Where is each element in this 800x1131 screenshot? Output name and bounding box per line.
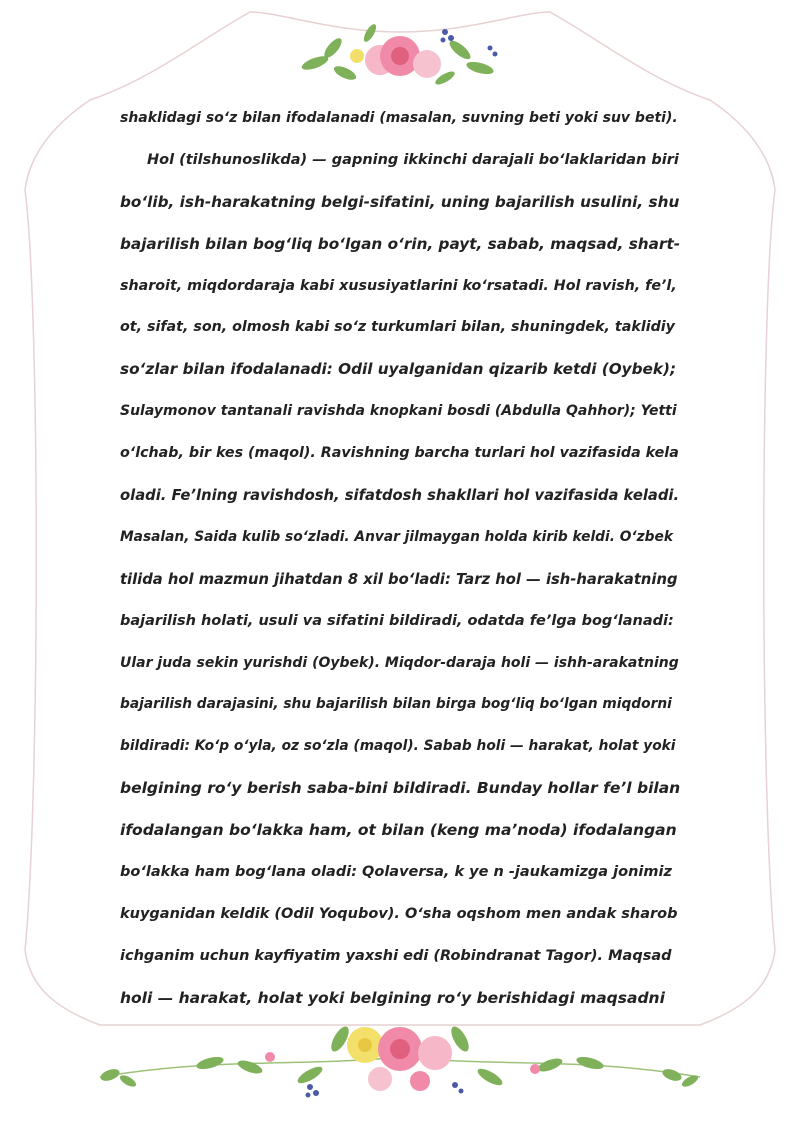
text-line: kuyganidan keldik (Odil Yoqubov). Oʻsha oqshom men andak sharob	[120, 905, 678, 922]
text-line: ifodalangan boʻlakka ham, ot bilan (keng maʼnoda) ifodalangan	[120, 821, 677, 840]
text-line: shaklidagi soʻz bilan ifodalanadi (masalan, suvning beti yoki suv beti).	[120, 110, 678, 126]
text-line: oʻlchab, bir kes (maqol). Ravishning barcha turlari hol vazifasida kela	[120, 445, 679, 462]
text-line: Sulaymonov tantanali ravishda knopkani bosdi (Abdulla Qahhor); Yetti	[120, 403, 677, 420]
floral-garland-bottom-icon	[80, 1005, 720, 1120]
text-line: boʻlib, ish-harakatning belgi-sifatini, uning bajarilish usulini, shu	[120, 192, 680, 211]
text-line: ichganim uchun kayfiyatim yaxshi edi (Robindranat Tagor). Maqsad	[120, 947, 672, 964]
text-line: soʻzlar bilan ifodalanadi: Odil uyalganidan qizarib ketdi (Oybek);	[120, 360, 677, 379]
text-line: tilida hol mazmun jihatdan 8 xil boʻladi: Tarz hol — ish-harakatning	[120, 570, 678, 588]
text-line: bildiradi: Koʻp oʻyla, oz soʻzla (maqol). Sabab holi — harakat, holat yoki	[120, 738, 676, 755]
text-line: Masalan, Saida kulib soʻzladi. Anvar jilmaygan holda kirib keldi. Oʻzbek	[120, 528, 673, 545]
text-line: ot, sifat, son, olmosh kabi soʻz turkumlari bilan, shuningdek, taklidiy	[120, 319, 675, 336]
text-line: bajarilish bilan bogʻliq boʻlgan oʻrin, payt, sabab, maqsad, shart-	[120, 234, 681, 253]
text-line: Ular juda sekin yurishdi (Oybek). Miqdor-daraja holi — ishh-arakatning	[120, 654, 679, 671]
paragraph-first-line: Hol (tilshunoslikda) — gapning ikkinchi darajali boʻlaklaridan biri	[147, 151, 679, 168]
text-line: sharoit, miqdordaraja kabi xususiyatlarini koʻrsatadi. Hol ravish, feʼl,	[120, 277, 677, 294]
text-line: boʻlakka ham bogʻlana oladi: Qolaversa, k ye n -jaukamizga jonimiz	[120, 864, 672, 881]
text-line: holi — harakat, holat yoki belgining roʻy berishidagi maqsadni	[120, 988, 665, 1007]
text-line: bajarilish holati, usuli va sifatini bildiradi, odatda feʼlga bogʻlanadi:	[120, 612, 674, 629]
document-body	[120, 98, 680, 1020]
text-line: bajarilish darajasini, shu bajarilish bilan birga bogʻliq boʻlgan miqdorni	[120, 696, 672, 713]
text-line: oladi. Feʼlning ravishdosh, sifatdosh shakllari hol vazifasida keladi.	[120, 487, 680, 505]
floral-bouquet-top-icon	[285, 18, 515, 96]
text-line: belgining roʻy berish saba-bini bildiradi. Bunday hollar feʼl bilan	[120, 779, 681, 798]
